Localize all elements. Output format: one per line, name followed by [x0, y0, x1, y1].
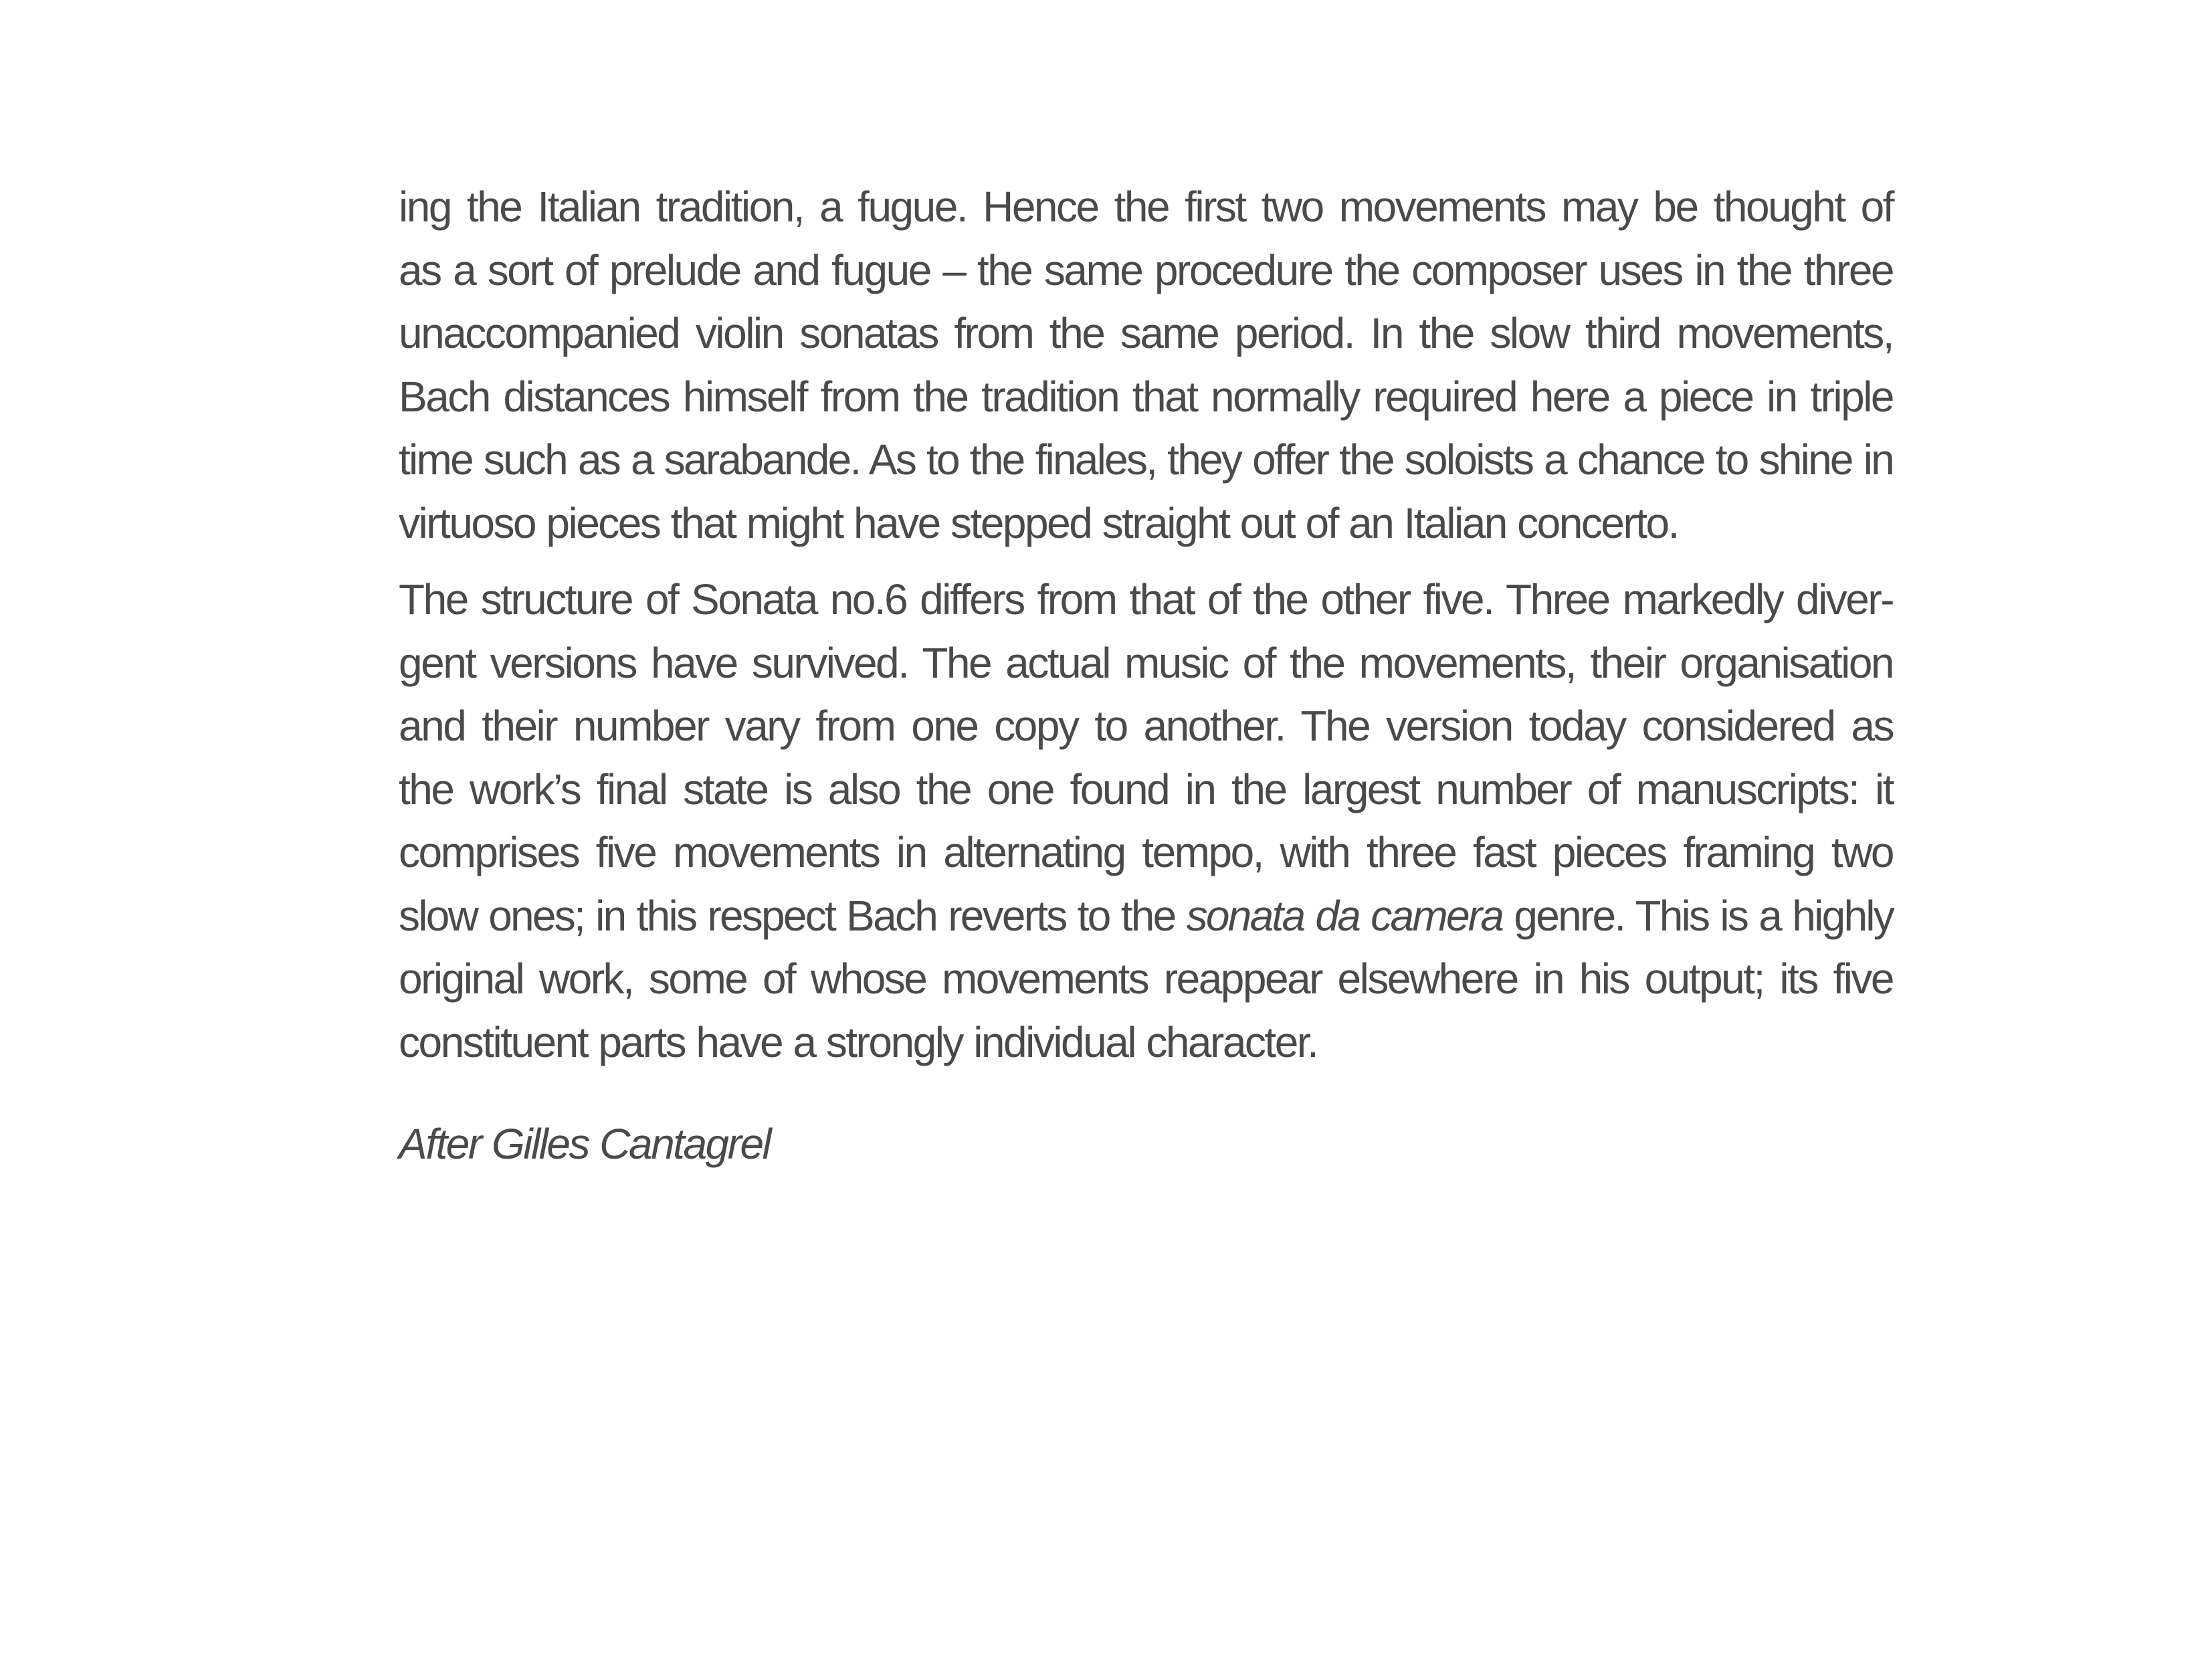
italic-term: sonata da camera	[1186, 891, 1503, 940]
attribution: After Gilles Cantagrel	[399, 1120, 771, 1168]
text-line: constituent parts have a strongly individual character.	[399, 1017, 1318, 1066]
paragraph-1	[399, 175, 1893, 555]
paragraph-2	[399, 568, 1893, 1074]
text-line: The structure of Sonata no.6 differs from that of the other five. Three markedly diver-	[399, 575, 1893, 623]
text-line: Bach distances himself from the tradition that normally required here a piece in triple	[399, 372, 1893, 421]
text-line: unaccompanied violin sonatas from the same period. In the slow third movements,	[399, 309, 1893, 357]
text-run: genre. This is a highly	[1502, 891, 1894, 940]
text-line: and their number vary from one copy to another. The version today considered as	[399, 702, 1893, 750]
body-text	[399, 175, 1893, 1176]
text-line: ing the Italian tradition, a fugue. Hence the first two movements may be thought of	[399, 183, 1893, 231]
text-line: as a sort of prelude and fugue – the same procedure the composer uses in the three	[399, 246, 1893, 294]
text-line-with-italic	[399, 884, 1893, 948]
text-line: original work, some of whose movements reappear elsewhere in his output; its five	[399, 955, 1893, 1003]
text-line: the work’s final state is also the one found in the largest number of manuscripts: it	[399, 765, 1893, 813]
text-line: comprises five movements in alternating tempo, with three fast pieces framing two	[399, 828, 1893, 876]
text-run: slow ones; in this respect Bach reverts to the	[399, 891, 1187, 940]
text-line: time such as a sarabande. As to the finales, they offer the soloists a chance to shine in	[399, 435, 1893, 484]
text-line: virtuoso pieces that might have stepped straight out of an Italian concerto.	[399, 498, 1678, 547]
text-line: gent versions have survived. The actual music of the movements, their organisation	[399, 638, 1893, 687]
